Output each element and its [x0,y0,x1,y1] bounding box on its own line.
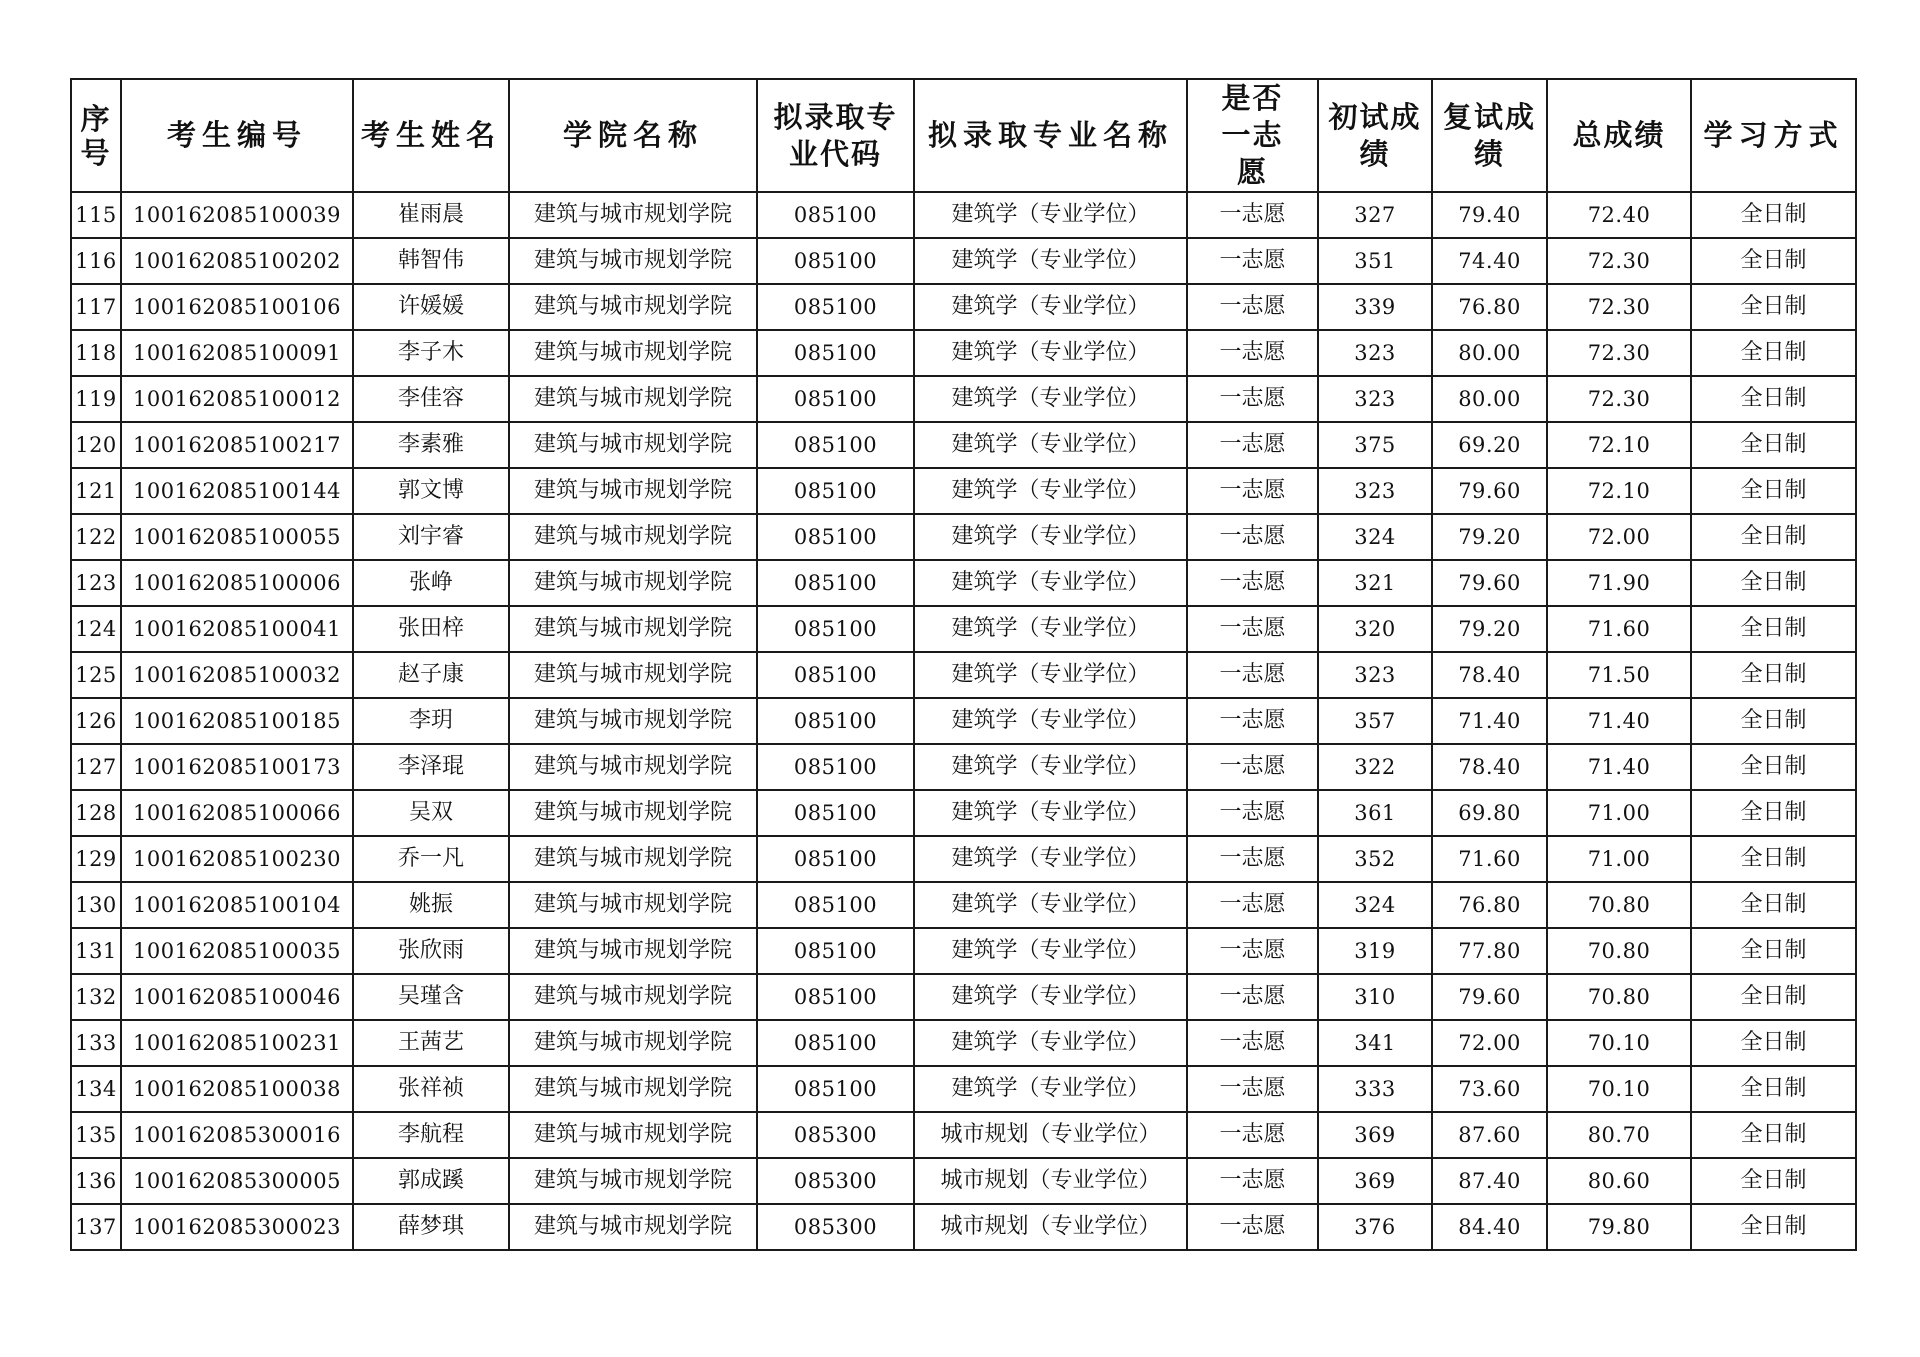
cell-college: 建筑与城市规划学院 [509,284,757,330]
cell-major-code: 085100 [757,376,914,422]
cell-major-code: 085100 [757,606,914,652]
cell-retest-score: 78.40 [1432,744,1547,790]
cell-major-name: 建筑学（专业学位） [914,330,1187,376]
cell-exam-id: 100162085100012 [121,376,353,422]
cell-name: 薛梦琪 [353,1204,509,1250]
cell-exam-id: 100162085100055 [121,514,353,560]
cell-college: 建筑与城市规划学院 [509,560,757,606]
cell-seq: 128 [71,790,121,836]
cell-name: 吴瑾含 [353,974,509,1020]
cell-college: 建筑与城市规划学院 [509,514,757,560]
cell-major-name: 城市规划（专业学位） [914,1112,1187,1158]
cell-college: 建筑与城市规划学院 [509,606,757,652]
table-row [71,514,1856,560]
cell-major-code: 085100 [757,468,914,514]
cell-seq: 117 [71,284,121,330]
cell-major-code: 085100 [757,790,914,836]
cell-total-score: 71.90 [1547,560,1691,606]
cell-prelim-score: 324 [1318,882,1432,928]
cell-prelim-score: 324 [1318,514,1432,560]
cell-name: 张峥 [353,560,509,606]
cell-college: 建筑与城市规划学院 [509,1066,757,1112]
cell-retest-score: 84.40 [1432,1204,1547,1250]
cell-name: 乔一凡 [353,836,509,882]
cell-name: 许媛媛 [353,284,509,330]
cell-total-score: 72.00 [1547,514,1691,560]
cell-first-choice: 一志愿 [1187,698,1318,744]
table-row [71,698,1856,744]
cell-prelim-score: 323 [1318,652,1432,698]
table-row [71,468,1856,514]
table-row [71,928,1856,974]
cell-college: 建筑与城市规划学院 [509,928,757,974]
header-exam-id: 考生编号 [121,79,353,192]
table-row [71,238,1856,284]
cell-name: 刘宇睿 [353,514,509,560]
cell-major-name: 建筑学（专业学位） [914,376,1187,422]
cell-name: 赵子康 [353,652,509,698]
cell-major-code: 085300 [757,1204,914,1250]
cell-major-code: 085100 [757,330,914,376]
cell-first-choice: 一志愿 [1187,284,1318,330]
cell-name: 崔雨晨 [353,192,509,238]
cell-first-choice: 一志愿 [1187,928,1318,974]
cell-prelim-score: 375 [1318,422,1432,468]
cell-study-mode: 全日制 [1691,1020,1856,1066]
cell-major-code: 085100 [757,652,914,698]
cell-college: 建筑与城市规划学院 [509,1112,757,1158]
cell-seq: 129 [71,836,121,882]
cell-prelim-score: 323 [1318,376,1432,422]
cell-total-score: 80.70 [1547,1112,1691,1158]
cell-retest-score: 79.60 [1432,974,1547,1020]
header-study-mode: 学习方式 [1691,79,1856,192]
cell-exam-id: 100162085100173 [121,744,353,790]
cell-total-score: 72.40 [1547,192,1691,238]
cell-exam-id: 100162085100091 [121,330,353,376]
cell-prelim-score: 369 [1318,1158,1432,1204]
cell-retest-score: 80.00 [1432,330,1547,376]
cell-retest-score: 72.00 [1432,1020,1547,1066]
cell-study-mode: 全日制 [1691,790,1856,836]
cell-major-name: 建筑学（专业学位） [914,1020,1187,1066]
cell-first-choice: 一志愿 [1187,1204,1318,1250]
cell-major-name: 建筑学（专业学位） [914,560,1187,606]
cell-first-choice: 一志愿 [1187,790,1318,836]
table-row [71,422,1856,468]
cell-retest-score: 80.00 [1432,376,1547,422]
table-row [71,744,1856,790]
cell-study-mode: 全日制 [1691,376,1856,422]
cell-total-score: 71.40 [1547,698,1691,744]
cell-name: 张欣雨 [353,928,509,974]
table-row [71,1020,1856,1066]
cell-prelim-score: 321 [1318,560,1432,606]
cell-major-name: 建筑学（专业学位） [914,468,1187,514]
cell-major-code: 085100 [757,422,914,468]
cell-retest-score: 79.20 [1432,514,1547,560]
table-row [71,836,1856,882]
cell-prelim-score: 327 [1318,192,1432,238]
cell-major-code: 085100 [757,836,914,882]
cell-seq: 130 [71,882,121,928]
cell-major-name: 建筑学（专业学位） [914,514,1187,560]
header-retest-score: 复试成绩 [1432,79,1547,192]
cell-exam-id: 100162085300016 [121,1112,353,1158]
cell-total-score: 80.60 [1547,1158,1691,1204]
cell-name: 张田梓 [353,606,509,652]
cell-exam-id: 100162085100041 [121,606,353,652]
cell-name: 张祥祯 [353,1066,509,1112]
table-header [71,79,1856,192]
cell-major-name: 建筑学（专业学位） [914,744,1187,790]
cell-study-mode: 全日制 [1691,1066,1856,1112]
cell-study-mode: 全日制 [1691,468,1856,514]
table-row [71,330,1856,376]
cell-major-name: 建筑学（专业学位） [914,882,1187,928]
cell-retest-score: 71.40 [1432,698,1547,744]
cell-study-mode: 全日制 [1691,192,1856,238]
table-row [71,652,1856,698]
cell-seq: 116 [71,238,121,284]
cell-first-choice: 一志愿 [1187,606,1318,652]
cell-college: 建筑与城市规划学院 [509,422,757,468]
cell-exam-id: 100162085100038 [121,1066,353,1112]
cell-study-mode: 全日制 [1691,422,1856,468]
cell-first-choice: 一志愿 [1187,514,1318,560]
cell-major-code: 085100 [757,1020,914,1066]
table-row [71,790,1856,836]
cell-college: 建筑与城市规划学院 [509,974,757,1020]
cell-prelim-score: 333 [1318,1066,1432,1112]
cell-college: 建筑与城市规划学院 [509,652,757,698]
cell-name: 郭文博 [353,468,509,514]
cell-study-mode: 全日制 [1691,652,1856,698]
header-row [71,79,1856,192]
cell-name: 韩智伟 [353,238,509,284]
cell-major-code: 085300 [757,1112,914,1158]
table-row [71,606,1856,652]
cell-first-choice: 一志愿 [1187,192,1318,238]
cell-college: 建筑与城市规划学院 [509,468,757,514]
cell-total-score: 71.50 [1547,652,1691,698]
cell-seq: 135 [71,1112,121,1158]
cell-seq: 122 [71,514,121,560]
cell-exam-id: 100162085100230 [121,836,353,882]
header-prelim-score: 初试成绩 [1318,79,1432,192]
cell-major-name: 建筑学（专业学位） [914,606,1187,652]
cell-exam-id: 100162085100035 [121,928,353,974]
cell-major-code: 085100 [757,698,914,744]
cell-prelim-score: 339 [1318,284,1432,330]
cell-retest-score: 71.60 [1432,836,1547,882]
cell-first-choice: 一志愿 [1187,1112,1318,1158]
cell-exam-id: 100162085100104 [121,882,353,928]
cell-college: 建筑与城市规划学院 [509,1204,757,1250]
cell-first-choice: 一志愿 [1187,376,1318,422]
header-seq: 序号 [71,79,121,192]
cell-major-name: 城市规划（专业学位） [914,1158,1187,1204]
cell-major-name: 建筑学（专业学位） [914,1066,1187,1112]
cell-seq: 134 [71,1066,121,1112]
cell-study-mode: 全日制 [1691,698,1856,744]
cell-major-code: 085100 [757,928,914,974]
cell-major-name: 城市规划（专业学位） [914,1204,1187,1250]
cell-exam-id: 100162085100039 [121,192,353,238]
cell-first-choice: 一志愿 [1187,560,1318,606]
table-body [71,192,1856,1250]
cell-prelim-score: 320 [1318,606,1432,652]
cell-major-name: 建筑学（专业学位） [914,790,1187,836]
cell-seq: 131 [71,928,121,974]
cell-prelim-score: 369 [1318,1112,1432,1158]
cell-seq: 136 [71,1158,121,1204]
cell-name: 郭成蹊 [353,1158,509,1204]
cell-college: 建筑与城市规划学院 [509,192,757,238]
cell-name: 李航程 [353,1112,509,1158]
cell-seq: 123 [71,560,121,606]
cell-major-name: 建筑学（专业学位） [914,238,1187,284]
header-college: 学院名称 [509,79,757,192]
cell-total-score: 72.30 [1547,284,1691,330]
table-row [71,974,1856,1020]
cell-prelim-score: 310 [1318,974,1432,1020]
cell-prelim-score: 352 [1318,836,1432,882]
cell-major-code: 085100 [757,560,914,606]
cell-retest-score: 76.80 [1432,882,1547,928]
cell-study-mode: 全日制 [1691,974,1856,1020]
table-row [71,1112,1856,1158]
cell-major-code: 085100 [757,1066,914,1112]
cell-seq: 126 [71,698,121,744]
cell-exam-id: 100162085100202 [121,238,353,284]
cell-exam-id: 100162085300005 [121,1158,353,1204]
cell-retest-score: 76.80 [1432,284,1547,330]
header-name: 考生姓名 [353,79,509,192]
cell-major-code: 085100 [757,192,914,238]
cell-first-choice: 一志愿 [1187,238,1318,284]
header-first-choice: 是否一志愿 [1187,79,1318,192]
header-major-name: 拟录取专业名称 [914,79,1187,192]
cell-name: 吴双 [353,790,509,836]
cell-college: 建筑与城市规划学院 [509,330,757,376]
cell-prelim-score: 361 [1318,790,1432,836]
cell-first-choice: 一志愿 [1187,330,1318,376]
cell-college: 建筑与城市规划学院 [509,836,757,882]
cell-study-mode: 全日制 [1691,1158,1856,1204]
cell-major-code: 085100 [757,882,914,928]
cell-exam-id: 100162085100006 [121,560,353,606]
cell-study-mode: 全日制 [1691,606,1856,652]
cell-seq: 133 [71,1020,121,1066]
cell-first-choice: 一志愿 [1187,974,1318,1020]
cell-total-score: 79.80 [1547,1204,1691,1250]
cell-retest-score: 79.40 [1432,192,1547,238]
cell-name: 李佳容 [353,376,509,422]
cell-exam-id: 100162085100106 [121,284,353,330]
cell-seq: 124 [71,606,121,652]
table-row [71,192,1856,238]
cell-study-mode: 全日制 [1691,514,1856,560]
cell-total-score: 70.10 [1547,1020,1691,1066]
cell-name: 李玥 [353,698,509,744]
cell-major-name: 建筑学（专业学位） [914,698,1187,744]
cell-major-code: 085100 [757,238,914,284]
cell-college: 建筑与城市规划学院 [509,882,757,928]
table-row [71,1158,1856,1204]
cell-major-code: 085300 [757,1158,914,1204]
cell-college: 建筑与城市规划学院 [509,744,757,790]
cell-seq: 125 [71,652,121,698]
cell-total-score: 70.80 [1547,974,1691,1020]
cell-retest-score: 87.40 [1432,1158,1547,1204]
cell-major-code: 085100 [757,284,914,330]
cell-first-choice: 一志愿 [1187,1066,1318,1112]
cell-total-score: 71.00 [1547,790,1691,836]
cell-total-score: 71.00 [1547,836,1691,882]
cell-first-choice: 一志愿 [1187,836,1318,882]
cell-seq: 119 [71,376,121,422]
cell-seq: 118 [71,330,121,376]
cell-prelim-score: 341 [1318,1020,1432,1066]
cell-retest-score: 79.20 [1432,606,1547,652]
cell-major-name: 建筑学（专业学位） [914,974,1187,1020]
cell-seq: 132 [71,974,121,1020]
cell-prelim-score: 323 [1318,468,1432,514]
cell-exam-id: 100162085100185 [121,698,353,744]
cell-name: 李素雅 [353,422,509,468]
cell-study-mode: 全日制 [1691,882,1856,928]
cell-study-mode: 全日制 [1691,238,1856,284]
cell-exam-id: 100162085100066 [121,790,353,836]
table-row [71,560,1856,606]
cell-prelim-score: 351 [1318,238,1432,284]
cell-major-name: 建筑学（专业学位） [914,652,1187,698]
cell-name: 姚振 [353,882,509,928]
cell-exam-id: 100162085100231 [121,1020,353,1066]
cell-college: 建筑与城市规划学院 [509,376,757,422]
cell-retest-score: 73.60 [1432,1066,1547,1112]
cell-college: 建筑与城市规划学院 [509,1020,757,1066]
cell-exam-id: 100162085100144 [121,468,353,514]
cell-total-score: 71.40 [1547,744,1691,790]
cell-major-code: 085100 [757,744,914,790]
cell-exam-id: 100162085100046 [121,974,353,1020]
cell-total-score: 72.10 [1547,468,1691,514]
table-row [71,284,1856,330]
cell-college: 建筑与城市规划学院 [509,698,757,744]
cell-name: 王茜艺 [353,1020,509,1066]
header-major-code: 拟录取专业代码 [757,79,914,192]
cell-study-mode: 全日制 [1691,1112,1856,1158]
cell-first-choice: 一志愿 [1187,422,1318,468]
cell-retest-score: 77.80 [1432,928,1547,974]
cell-retest-score: 69.80 [1432,790,1547,836]
cell-study-mode: 全日制 [1691,330,1856,376]
cell-prelim-score: 323 [1318,330,1432,376]
cell-total-score: 70.10 [1547,1066,1691,1112]
cell-study-mode: 全日制 [1691,560,1856,606]
cell-first-choice: 一志愿 [1187,882,1318,928]
cell-exam-id: 100162085300023 [121,1204,353,1250]
table-row [71,882,1856,928]
cell-study-mode: 全日制 [1691,1204,1856,1250]
cell-exam-id: 100162085100032 [121,652,353,698]
cell-study-mode: 全日制 [1691,928,1856,974]
cell-total-score: 72.10 [1547,422,1691,468]
cell-first-choice: 一志愿 [1187,468,1318,514]
cell-name: 李子木 [353,330,509,376]
cell-prelim-score: 376 [1318,1204,1432,1250]
cell-seq: 121 [71,468,121,514]
cell-major-name: 建筑学（专业学位） [914,928,1187,974]
cell-total-score: 72.30 [1547,376,1691,422]
cell-retest-score: 69.20 [1432,422,1547,468]
cell-total-score: 72.30 [1547,238,1691,284]
cell-total-score: 71.60 [1547,606,1691,652]
cell-prelim-score: 319 [1318,928,1432,974]
cell-exam-id: 100162085100217 [121,422,353,468]
cell-major-code: 085100 [757,974,914,1020]
cell-seq: 137 [71,1204,121,1250]
cell-college: 建筑与城市规划学院 [509,790,757,836]
cell-study-mode: 全日制 [1691,836,1856,882]
cell-college: 建筑与城市规划学院 [509,238,757,284]
cell-college: 建筑与城市规划学院 [509,1158,757,1204]
cell-name: 李泽琨 [353,744,509,790]
table-row [71,1204,1856,1250]
cell-study-mode: 全日制 [1691,284,1856,330]
cell-total-score: 70.80 [1547,882,1691,928]
header-total-score: 总成绩 [1547,79,1691,192]
cell-prelim-score: 357 [1318,698,1432,744]
cell-retest-score: 74.40 [1432,238,1547,284]
cell-major-name: 建筑学（专业学位） [914,836,1187,882]
cell-first-choice: 一志愿 [1187,652,1318,698]
cell-first-choice: 一志愿 [1187,744,1318,790]
cell-retest-score: 79.60 [1432,468,1547,514]
cell-first-choice: 一志愿 [1187,1020,1318,1066]
cell-retest-score: 79.60 [1432,560,1547,606]
cell-seq: 115 [71,192,121,238]
cell-major-name: 建筑学（专业学位） [914,284,1187,330]
table-row [71,1066,1856,1112]
cell-major-name: 建筑学（专业学位） [914,422,1187,468]
cell-seq: 120 [71,422,121,468]
cell-major-name: 建筑学（专业学位） [914,192,1187,238]
cell-total-score: 70.80 [1547,928,1691,974]
cell-prelim-score: 322 [1318,744,1432,790]
cell-retest-score: 78.40 [1432,652,1547,698]
cell-total-score: 72.30 [1547,330,1691,376]
table-row [71,376,1856,422]
cell-major-code: 085100 [757,514,914,560]
cell-retest-score: 87.60 [1432,1112,1547,1158]
cell-study-mode: 全日制 [1691,744,1856,790]
cell-seq: 127 [71,744,121,790]
cell-first-choice: 一志愿 [1187,1158,1318,1204]
admission-table [70,78,1857,1251]
